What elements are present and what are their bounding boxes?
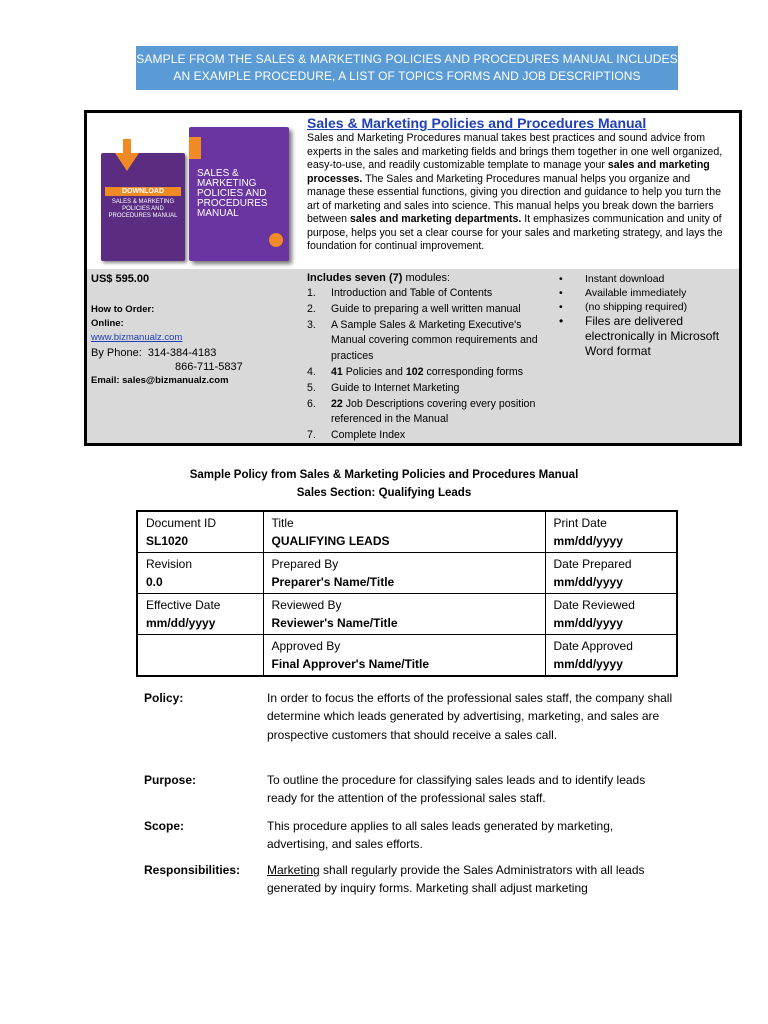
list-text-end: corresponding forms — [423, 365, 524, 378]
desc-text: The Sales and Marketing Procedures manual helps you organize and manage these essential functions, giving you direction and guidance to help you turn the art of marketing and sales into science. This manual helps you break down the barriers between — [307, 172, 722, 225]
phone-number-1: 314-384-4183 — [147, 346, 217, 359]
list-number: 4. — [307, 365, 316, 378]
list-text: Complete Index — [331, 429, 406, 442]
table-cell — [137, 553, 263, 594]
list-item — [559, 300, 735, 314]
table-cell — [545, 635, 677, 677]
desc-bold: sales and marketing processes. — [307, 159, 710, 185]
cell-value: 0.0 — [146, 575, 163, 589]
list-text: Introduction and Table of Contents — [331, 287, 493, 299]
list-item — [559, 272, 735, 286]
purpose-label: Purpose: — [144, 773, 197, 787]
policy-heading-line-1: Sample Policy from Sales & Marketing Policies and Procedures Manual — [189, 469, 579, 481]
document-control-table — [136, 510, 678, 677]
table-cell — [545, 594, 677, 635]
cell-label: Date Prepared — [553, 557, 632, 571]
book2-title-line: MARKETING — [197, 178, 257, 189]
order-info — [91, 303, 243, 388]
feature-text: Files are delivered electronically in Microsoft Word format — [585, 314, 720, 358]
table-row — [137, 594, 677, 635]
list-number: 1. — [307, 287, 316, 299]
promo-bottom-section — [87, 269, 739, 443]
book1-title: SALES & MARKETING POLICIES AND PROCEDURES MANUAL — [108, 199, 178, 219]
cell-value: mm/dd/yyyy — [146, 616, 216, 630]
cell-value: mm/dd/yyyy — [553, 657, 623, 671]
table-row — [137, 511, 677, 553]
form-count: 102 — [405, 365, 424, 378]
book1-download-label: DOWNLOAD — [105, 187, 181, 196]
list-item — [307, 397, 547, 429]
cell-label: Revision — [146, 557, 193, 571]
book2-seal-icon — [269, 233, 283, 247]
list-number: 6. — [307, 397, 316, 410]
table-cell — [545, 553, 677, 594]
online-label: Online: — [91, 318, 124, 330]
desc-text: Sales and Marketing Procedures manual takes best practices and sound advice from experts in the sales and marketing fields and brings them together in one well organized, easy-to-use, and readily customizable template to manage your — [307, 132, 723, 171]
responsibilities-body: shall regularly provide the Sales Administrators with all leads generated by inquiry forms. Marketing shall adjust marketing — [267, 863, 645, 896]
table-cell — [137, 635, 263, 677]
job-count: 22 — [331, 397, 343, 410]
desc-bold: sales and marketing departments. — [350, 213, 522, 225]
modules-head-text: Includes seven — [307, 272, 389, 284]
policy-label: Policy: — [144, 691, 184, 705]
cell-value: Reviewer's Name/Title — [271, 616, 398, 630]
book2-title-line: SALES & — [197, 168, 239, 179]
policy-count: 41 — [331, 365, 343, 378]
cell-value: QUALIFYING LEADS — [271, 534, 390, 548]
cell-label: Print Date — [553, 516, 607, 530]
cell-value: SL1020 — [146, 534, 189, 548]
cell-label: Reviewed By — [271, 598, 342, 612]
book2-title — [197, 169, 285, 219]
list-number: 5. — [307, 381, 316, 394]
phone-number-2: 866-711-5837 — [175, 360, 243, 373]
promo-description — [307, 132, 727, 254]
policy-heading-line-2: Sales Section: Qualifying Leads — [296, 487, 472, 499]
responsibilities-underline: Marketing — [267, 863, 320, 877]
bullet-icon: • — [559, 314, 564, 328]
download-box-cover-image — [101, 153, 185, 261]
book2-title-line: MANUAL — [197, 208, 239, 219]
cell-value: mm/dd/yyyy — [553, 575, 623, 589]
promo-box — [84, 110, 742, 446]
cell-value: mm/dd/yyyy — [553, 616, 623, 630]
list-item — [307, 428, 547, 444]
banner-line-2: AN EXAMPLE PROCEDURE, A LIST OF TOPICS FORMS AND JOB DESCRIPTIONS — [173, 69, 641, 83]
scope-text: This procedure applies to all sales leads generated by marketing, advertising, and sales efforts. — [267, 819, 614, 852]
modules-list — [307, 286, 547, 444]
list-number: 2. — [307, 302, 316, 315]
list-text-mid: Policies and — [342, 365, 406, 378]
table-row — [137, 553, 677, 594]
table-cell — [545, 511, 677, 553]
desc-text: It emphasizes communication and unity of purpose, helps you set a clear course for your sales and marketing strategy, and lays the foundation for continual improvement. — [307, 213, 723, 252]
cell-value: Final Approver's Name/Title — [271, 657, 430, 671]
product-covers — [97, 123, 297, 263]
features-list — [559, 272, 735, 359]
book2-title-line: POLICIES AND — [197, 188, 267, 199]
policy-heading — [0, 466, 768, 502]
book2-badge-icon — [189, 137, 201, 159]
list-text-end: Job Descriptions covering every position referenced in the Manual — [331, 397, 536, 426]
table-cell — [263, 553, 545, 594]
list-item — [559, 286, 735, 300]
list-text: Guide to Internet Marketing — [331, 381, 460, 394]
feature-text: (no shipping required) — [585, 301, 688, 313]
list-text — [331, 397, 547, 429]
bullet-icon: • — [559, 301, 563, 313]
list-text: Guide to preparing a well written manual — [331, 302, 521, 315]
book2-title-line: PROCEDURES — [197, 198, 268, 209]
list-item — [559, 314, 735, 359]
cell-label: Title — [271, 516, 294, 530]
cell-label: Date Reviewed — [553, 598, 635, 612]
table-cell — [263, 635, 545, 677]
policy-text: In order to focus the efforts of the professional sales staff, the company shall determine which leads generated by advertising, marketing, and sales are prospective customers that should receive a sales call. — [267, 691, 673, 742]
cell-label: Prepared By — [271, 557, 339, 571]
cell-value: mm/dd/yyyy — [553, 534, 623, 548]
list-item — [307, 302, 547, 318]
list-item — [307, 286, 547, 302]
header-banner — [136, 46, 678, 90]
manual-cover-image — [189, 127, 289, 261]
promo-title-link[interactable]: Sales & Marketing Policies and Procedures Manual — [307, 115, 647, 131]
purpose-text: To outline the procedure for classifying sales leads and to identify leads ready for the attention of the professional sales staff. — [267, 773, 646, 806]
table-cell — [137, 511, 263, 553]
phone-line — [91, 346, 243, 360]
list-item — [307, 318, 547, 365]
table-row — [137, 635, 677, 677]
modules-heading — [307, 272, 450, 284]
bullet-icon: • — [559, 287, 563, 299]
table-cell — [263, 594, 545, 635]
list-text — [331, 365, 523, 381]
table-cell — [263, 511, 545, 553]
promo-top-section — [87, 113, 739, 269]
website-link[interactable]: www.bizmanualz.com — [91, 332, 183, 344]
cell-label: Date Approved — [553, 639, 633, 653]
cell-label: Document ID — [146, 516, 217, 530]
list-number: 3. — [307, 318, 316, 331]
list-item — [307, 381, 547, 397]
modules-head-suffix: modules: — [402, 272, 451, 284]
price: US$ 595.00 — [91, 273, 150, 285]
email-line: Email: sales@bizmanualz.com — [91, 375, 229, 387]
cell-label: Approved By — [271, 639, 341, 653]
cell-label: Effective Date — [146, 598, 221, 612]
scope-label: Scope: — [144, 819, 185, 833]
phone-label: By Phone: — [91, 346, 142, 359]
feature-text: Instant download — [585, 273, 665, 285]
how-to-order-label: How to Order: — [91, 304, 155, 315]
list-item — [307, 365, 547, 381]
responsibilities-text — [267, 861, 677, 898]
table-cell — [137, 594, 263, 635]
cell-value: Preparer's Name/Title — [271, 575, 395, 589]
list-text: A Sample Sales & Marketing Executive's Manual covering common requirements and practices — [331, 318, 538, 363]
banner-line-1: SAMPLE FROM THE SALES & MARKETING POLICIES AND PROCEDURES MANUAL INCLUDES — [136, 52, 678, 66]
responsibilities-label: Responsibilities: — [144, 863, 241, 877]
list-number: 7. — [307, 429, 316, 442]
feature-text: Available immediately — [585, 287, 687, 299]
download-arrow-icon — [115, 153, 139, 171]
modules-count: (7) — [388, 272, 403, 284]
bullet-icon: • — [559, 273, 563, 285]
